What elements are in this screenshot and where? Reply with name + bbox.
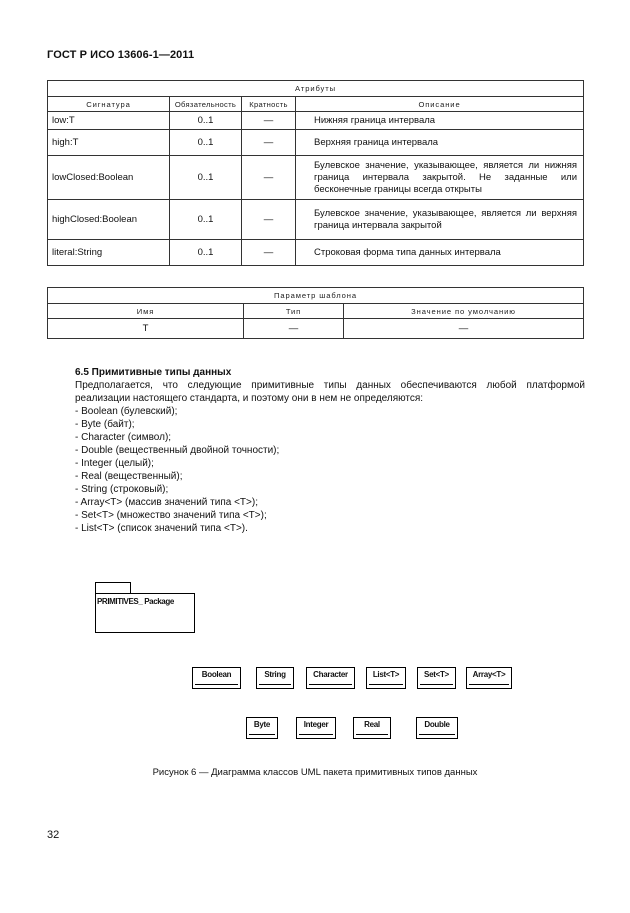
- section-primitive-types: [75, 366, 585, 535]
- cell-multiplicity: —: [242, 130, 296, 156]
- cell-default: —: [344, 319, 584, 339]
- list-item: - Array<T> (массив значений типа <T>);: [75, 497, 258, 508]
- cell-mandatory: 0..1: [170, 112, 242, 130]
- figure-caption: Рисунок 6 — Диаграмма классов UML пакета примитивных типов данных: [152, 767, 478, 778]
- template-table-title: Параметр шаблона: [48, 288, 584, 304]
- uml-class-double: [416, 717, 458, 739]
- document-header: ГОСТ Р ИСО 13606-1—2011: [47, 49, 195, 61]
- class-name: Set<T>: [424, 670, 449, 679]
- section-intro: [60, 379, 585, 405]
- cell-signature: lowClosed:Boolean: [48, 156, 170, 200]
- column-header-type: Тип: [244, 304, 344, 319]
- class-name: Integer: [303, 720, 329, 729]
- cell-name: T: [48, 319, 244, 339]
- list-item: - String (строковый);: [75, 484, 169, 495]
- uml-class-character: [306, 667, 355, 689]
- package-name: PRIMITIVES_ Package: [97, 597, 174, 606]
- column-header-default: Значение по умолчанию: [344, 304, 584, 319]
- list-item: - Real (вещественный);: [75, 471, 183, 482]
- class-name: Boolean: [201, 670, 232, 679]
- class-name: Character: [313, 670, 348, 679]
- section-heading: 6.5 Примитивные типы данных: [75, 367, 232, 378]
- cell-multiplicity: —: [242, 200, 296, 240]
- cell-description: Булевское значение, указывающее, является ли нижняя граница интервала закрытой. Не заданные или бесконечные границы всегда открыты: [296, 156, 584, 200]
- cell-mandatory: 0..1: [170, 156, 242, 200]
- class-name: String: [264, 670, 286, 679]
- cell-description: Верхняя граница интервала: [296, 130, 584, 156]
- table-row: [48, 200, 584, 240]
- page-number: 32: [47, 829, 60, 841]
- list-item: - Integer (целый);: [75, 458, 154, 469]
- column-header-signature: Сигнатура: [48, 97, 170, 112]
- cell-signature: high:T: [48, 130, 170, 156]
- cell-description: Булевское значение, указывающее, является ли верхняя граница интервала закрытой: [296, 200, 584, 240]
- cell-signature: highClosed:Boolean: [48, 200, 170, 240]
- cell-signature: literal:String: [48, 240, 170, 266]
- list-item: - List<T> (список значений типа <T>).: [75, 523, 248, 534]
- table-row: [48, 319, 584, 339]
- intro-text: Предполагается, что следующие примитивные типы данных обеспечиваются любой платформой реализации настоящего стандарта, и поэтому они в нем не определяются:: [75, 380, 585, 404]
- class-name: Real: [364, 720, 380, 729]
- column-header-mandatory: Обязательность: [170, 97, 242, 112]
- cell-multiplicity: —: [242, 156, 296, 200]
- cell-description: Нижняя граница интервала: [296, 112, 584, 130]
- class-name: Byte: [253, 720, 271, 729]
- uml-class-byte: [246, 717, 278, 739]
- table-row: [48, 156, 584, 200]
- column-header-description: Описание: [296, 97, 584, 112]
- class-name: List<T>: [372, 670, 400, 679]
- column-header-name: Имя: [48, 304, 244, 319]
- cell-signature: low:T: [48, 112, 170, 130]
- table-row: [48, 240, 584, 266]
- list-item: - Character (символ);: [75, 432, 172, 443]
- package-box: [95, 593, 195, 633]
- column-header-multiplicity: Кратность: [242, 97, 296, 112]
- list-item: - Byte (байт);: [75, 419, 135, 430]
- template-parameter-table: [47, 287, 584, 339]
- table-row: [48, 112, 584, 130]
- cell-type: —: [244, 319, 344, 339]
- list-item: - Double (вещественный двойной точности);: [75, 445, 280, 456]
- cell-mandatory: 0..1: [170, 200, 242, 240]
- list-item: - Boolean (булевский);: [75, 406, 178, 417]
- attributes-table-title: Атрибуты: [48, 81, 584, 97]
- list-item: - Set<T> (множество значений типа <T>);: [75, 510, 267, 521]
- cell-multiplicity: —: [242, 240, 296, 266]
- uml-class-integer: [296, 717, 336, 739]
- uml-class-string: [256, 667, 294, 689]
- attributes-table: [47, 80, 584, 266]
- cell-mandatory: 0..1: [170, 240, 242, 266]
- class-name: Array<T>: [472, 670, 506, 679]
- uml-class-boolean: [192, 667, 241, 689]
- uml-class-array: [466, 667, 512, 689]
- uml-class-real: [353, 717, 391, 739]
- class-name: Double: [424, 720, 450, 729]
- cell-description: Строковая форма типа данных интервала: [296, 240, 584, 266]
- primitive-type-list: [75, 405, 585, 535]
- cell-multiplicity: —: [242, 112, 296, 130]
- table-row: [48, 130, 584, 156]
- uml-class-list: [366, 667, 406, 689]
- cell-mandatory: 0..1: [170, 130, 242, 156]
- uml-class-set: [417, 667, 456, 689]
